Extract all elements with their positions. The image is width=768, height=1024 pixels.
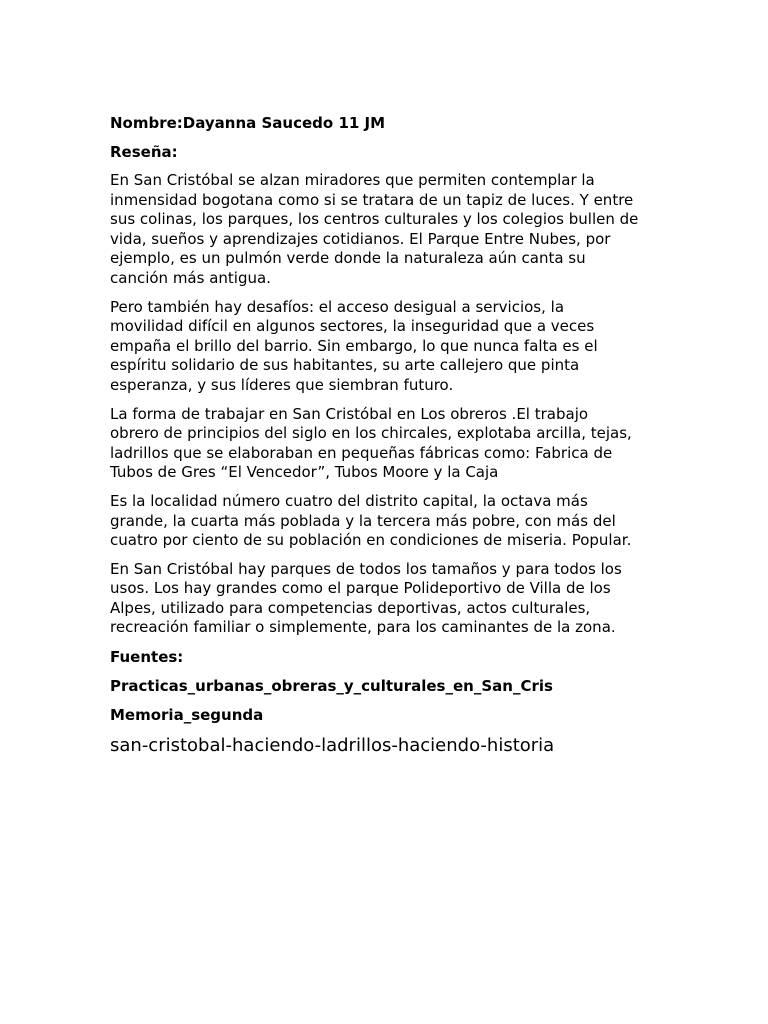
paragraph-line: canción más antigua. bbox=[110, 268, 271, 287]
paragraph-line: ladrillos que se elaboraban en pequeñas fábricas como: Fabrica de bbox=[110, 443, 613, 462]
paragraph-line: Alpes, utilizado para competencias deportivas, actos culturales, bbox=[110, 598, 591, 617]
source-haciendo-historia: san-cristobal-haciendo-ladrillos-haciendo-historia bbox=[110, 735, 555, 757]
paragraph-line: vida, sueños y aprendizajes cotidianos. El Parque Entre Nubes, por bbox=[110, 229, 611, 248]
paragraph-line: Tubos de Gres “El Vencedor”, Tubos Moore y la Caja bbox=[110, 463, 499, 482]
source-practicas-urbanas: Practicas_urbanas_obreras_y_culturales_en_San_Cris bbox=[110, 677, 553, 696]
paragraph-miradores bbox=[110, 171, 670, 289]
paragraph-line: Es la localidad número cuatro del distrito capital, la octava más bbox=[110, 491, 588, 510]
paragraph-line: recreación familiar o simplemente, para los caminantes de la zona. bbox=[110, 618, 616, 637]
sources-heading: Fuentes: bbox=[110, 648, 184, 667]
paragraph-line: espíritu solidario de sus habitantes, su arte callejero que pinta bbox=[110, 356, 580, 375]
paragraph-localidad bbox=[110, 492, 670, 551]
paragraph-line: En San Cristóbal hay parques de todos los tamaños y para todos los bbox=[110, 559, 622, 578]
paragraph-line: sus colinas, los parques, los centros culturales y los colegios bullen de bbox=[110, 210, 639, 229]
paragraph-line: Pero también hay desafíos: el acceso desigual a servicios, la bbox=[110, 297, 565, 316]
paragraph-line: grande, la cuarta más poblada y la tercera más pobre, con más del bbox=[110, 511, 616, 530]
paragraph-line: obrero de principios del siglo en los chircales, explotaba arcilla, tejas, bbox=[110, 424, 632, 443]
source-memoria-segunda: Memoria_segunda bbox=[110, 706, 264, 725]
paragraph-desafios bbox=[110, 298, 670, 396]
paragraph-parques bbox=[110, 560, 670, 638]
paragraph-line: usos. Los hay grandes como el parque Polideportivo de Villa de los bbox=[110, 579, 611, 598]
paragraph-line: inmensidad bogotana como si se tratara de un tapiz de luces. Y entre bbox=[110, 190, 634, 209]
paragraph-obreros bbox=[110, 405, 670, 483]
paragraph-line: ejemplo, es un pulmón verde donde la naturaleza aún canta su bbox=[110, 249, 586, 268]
paragraph-line: La forma de trabajar en San Cristóbal en Los obreros .El trabajo bbox=[110, 404, 589, 423]
paragraph-line: empaña el brillo del barrio. Sin embargo, lo que nunca falta es el bbox=[110, 336, 598, 355]
review-heading: Reseña: bbox=[110, 143, 178, 161]
paragraph-line: cuatro por ciento de su población en condiciones de miseria. Popular. bbox=[110, 531, 632, 550]
document-page bbox=[110, 113, 670, 758]
paragraph-line: En San Cristóbal se alzan miradores que permiten contemplar la bbox=[110, 171, 595, 189]
paragraph-line: esperanza, y sus líderes que siembran futuro. bbox=[110, 375, 454, 394]
student-name: Nombre:Dayanna Saucedo 11 JM bbox=[110, 114, 386, 132]
paragraph-line: movilidad difícil en algunos sectores, la inseguridad que a veces bbox=[110, 317, 595, 336]
